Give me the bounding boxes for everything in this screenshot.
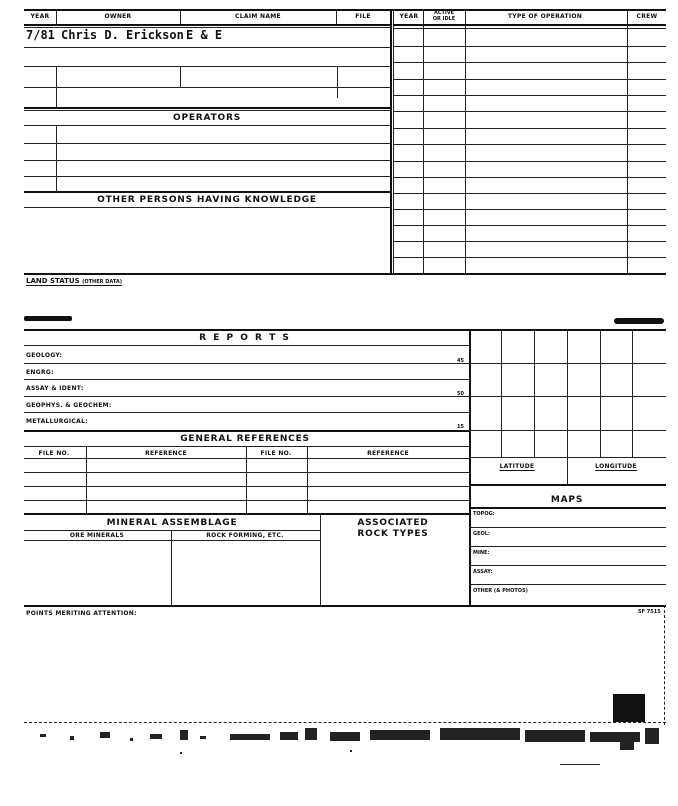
owner-year-value: 7/81: [26, 28, 55, 42]
land-status-sub: (OTHER DATA): [82, 279, 123, 285]
rock-types-label: ROCK TYPES: [357, 529, 429, 539]
scan-block-mark: [613, 694, 645, 722]
scan-mark-left: [24, 316, 72, 321]
latitude-label: LATITUDE: [499, 463, 535, 470]
maps-assay: ASSAY:: [473, 569, 493, 575]
ref-header-reference-1: REFERENCE: [145, 450, 187, 457]
ops-header-year: YEAR: [399, 13, 419, 20]
maps-mine: MINE:: [473, 550, 490, 556]
maps-topog: TOPOG:: [473, 511, 495, 517]
maps-heading: MAPS: [550, 495, 584, 505]
maps-other: OTHER (& PHOTOS): [473, 588, 528, 594]
report-metallurgical-num: 15: [457, 424, 464, 430]
report-assay: ASSAY & IDENT:: [26, 385, 84, 392]
general-references-heading: GENERAL REFERENCES: [180, 434, 310, 444]
form-number: SF 7515: [638, 609, 661, 615]
operators-heading: OPERATORS: [173, 113, 241, 123]
maps-geol: GEOL:: [473, 531, 490, 537]
longitude-label: LONGITUDE: [595, 463, 637, 470]
report-geophys: GEOPHYS. & GEOCHEM:: [26, 402, 112, 409]
ore-minerals-label: ORE MINERALS: [69, 532, 125, 539]
points-meriting-label: POINTS MERITING ATTENTION:: [26, 610, 137, 617]
claim-name-value: E & E: [186, 28, 223, 42]
reports-heading: R E P O R T S: [199, 333, 291, 343]
scan-noise: [0, 722, 678, 772]
rock-forming-label: ROCK FORMING, ETC.: [206, 532, 284, 539]
col-header-file: FILE: [355, 13, 371, 20]
report-geology-num: 45: [457, 358, 464, 364]
col-header-claim-name: CLAIM NAME: [235, 13, 281, 20]
ops-header-or-idle: OR IDLE: [432, 16, 456, 22]
other-persons-heading: OTHER PERSONS HAVING KNOWLEDGE: [97, 195, 317, 205]
land-status-label: LAND STATUS: [26, 277, 80, 285]
report-engrg: ENGRG:: [26, 369, 54, 376]
ref-header-reference-2: REFERENCE: [367, 450, 409, 457]
ops-header-crew: CREW: [636, 13, 658, 20]
associated-label: ASSOCIATED: [357, 518, 429, 528]
ref-header-file-no-2: FILE NO.: [260, 450, 292, 457]
ops-header-type: TYPE OF OPERATION: [507, 13, 583, 20]
report-geology: GEOLOGY:: [26, 352, 63, 359]
col-header-owner: OWNER: [104, 13, 132, 20]
scan-mark-right: [614, 318, 664, 324]
report-metallurgical: METALLURGICAL:: [26, 418, 88, 425]
ref-header-file-no-1: FILE NO.: [38, 450, 70, 457]
col-header-year: YEAR: [30, 13, 50, 20]
owner-name-value: Chris D. Erickson: [61, 28, 184, 42]
mineral-assemblage-heading: MINERAL ASSEMBLAGE: [106, 518, 238, 528]
report-assay-num: 50: [457, 391, 464, 397]
ops-header-active: ACTIVE: [433, 10, 455, 16]
